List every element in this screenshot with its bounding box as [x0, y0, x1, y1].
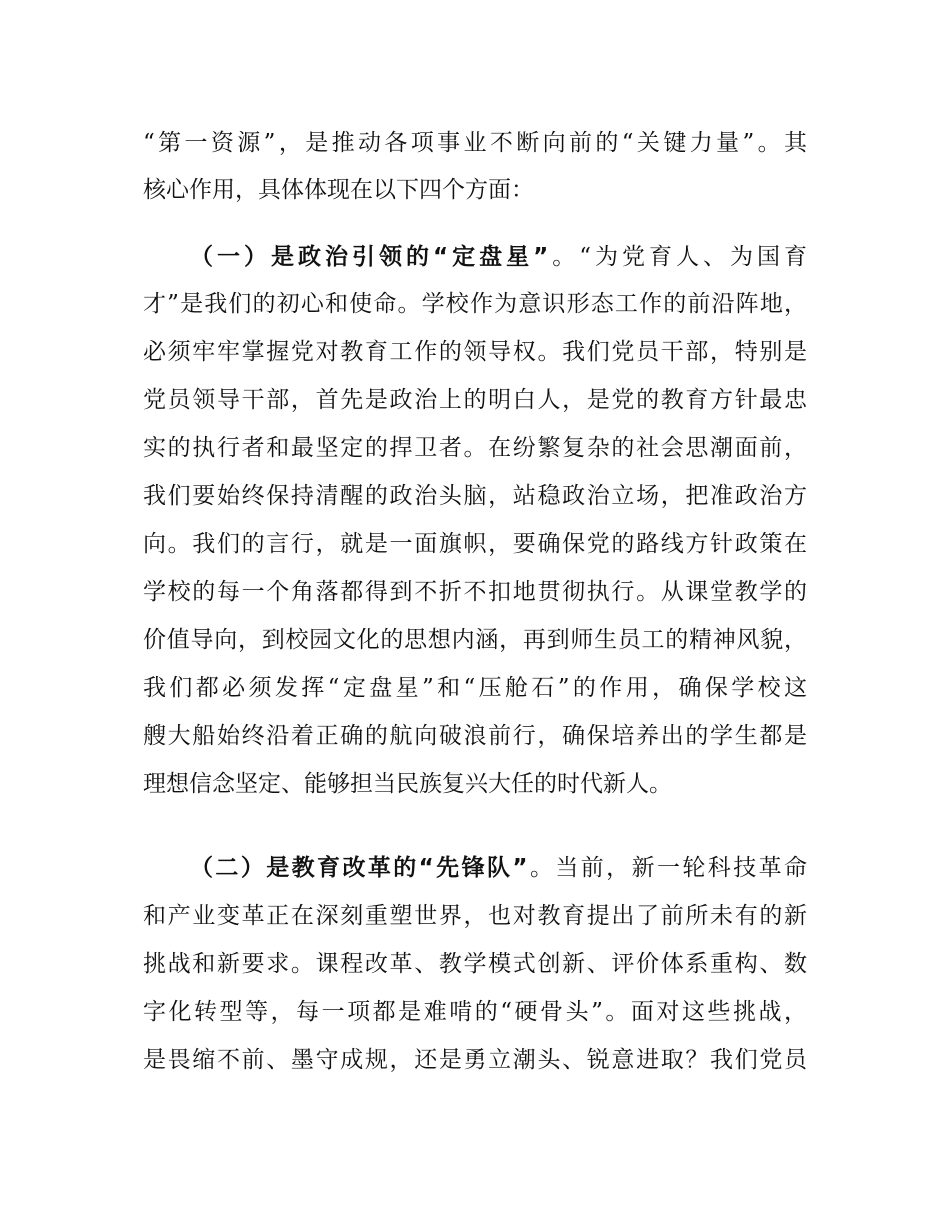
paragraph-line: 挑战和新要求。课程改革、教学模式创新、评价体系重构、数	[143, 951, 807, 977]
paragraph-text: 。当前，新一轮科技革命	[527, 855, 808, 881]
section-heading-line	[190, 853, 807, 883]
paragraph-text: 。“为党育人、为国育	[548, 244, 807, 270]
paragraph-line: 我们都必须发挥“定盘星”和“压舱石”的作用，确保学校这	[143, 675, 807, 701]
paragraph-line: 价值导向，到校园文化的思想内涵，再到师生员工的精神风貌，	[143, 627, 807, 653]
paragraph-line: 是畏缩不前、墨守成规，还是勇立潮头、锐意进取？我们党员	[143, 1047, 807, 1073]
paragraph-line: 向。我们的言行，就是一面旗帜，要确保党的路线方针政策在	[143, 531, 807, 557]
paragraph-line: 实的执行者和最坚定的捍卫者。在纷繁复杂的社会思潮面前，	[143, 435, 807, 461]
paragraph-line: 理想信念坚定、能够担当民族复兴大任的时代新人。	[143, 771, 672, 797]
section-heading: （二）是教育改革的“先锋队”	[190, 855, 528, 881]
section-heading-line	[190, 242, 807, 272]
paragraph-line: 党员领导干部，首先是政治上的明白人，是党的教育方针最忠	[143, 387, 807, 413]
paragraph-line: 必须牢牢掌握党对教育工作的领导权。我们党员干部，特别是	[143, 339, 807, 365]
paragraph-line: “第一资源”，是推动各项事业不断向前的“关键力量”。其	[143, 130, 807, 156]
paragraph-line: 核心作用，具体体现在以下四个方面：	[143, 177, 534, 203]
paragraph-line: 才”是我们的初心和使命。学校作为意识形态工作的前沿阵地，	[143, 291, 807, 317]
paragraph-line: 艘大船始终沿着正确的航向破浪前行，确保培养出的学生都是	[143, 723, 807, 749]
paragraph-line: 字化转型等，每一项都是难啃的“硬骨头”。面对这些挑战，	[143, 999, 807, 1025]
section-heading: （一）是政治引领的“定盘星”	[190, 244, 549, 270]
paragraph-line: 学校的每一个角落都得到不折不扣地贯彻执行。从课堂教学的	[143, 579, 807, 605]
paragraph-line: 我们要始终保持清醒的政治头脑，站稳政治立场，把准政治方	[143, 483, 807, 509]
paragraph-line: 和产业变革正在深刻重塑世界，也对教育提出了前所未有的新	[143, 903, 807, 929]
